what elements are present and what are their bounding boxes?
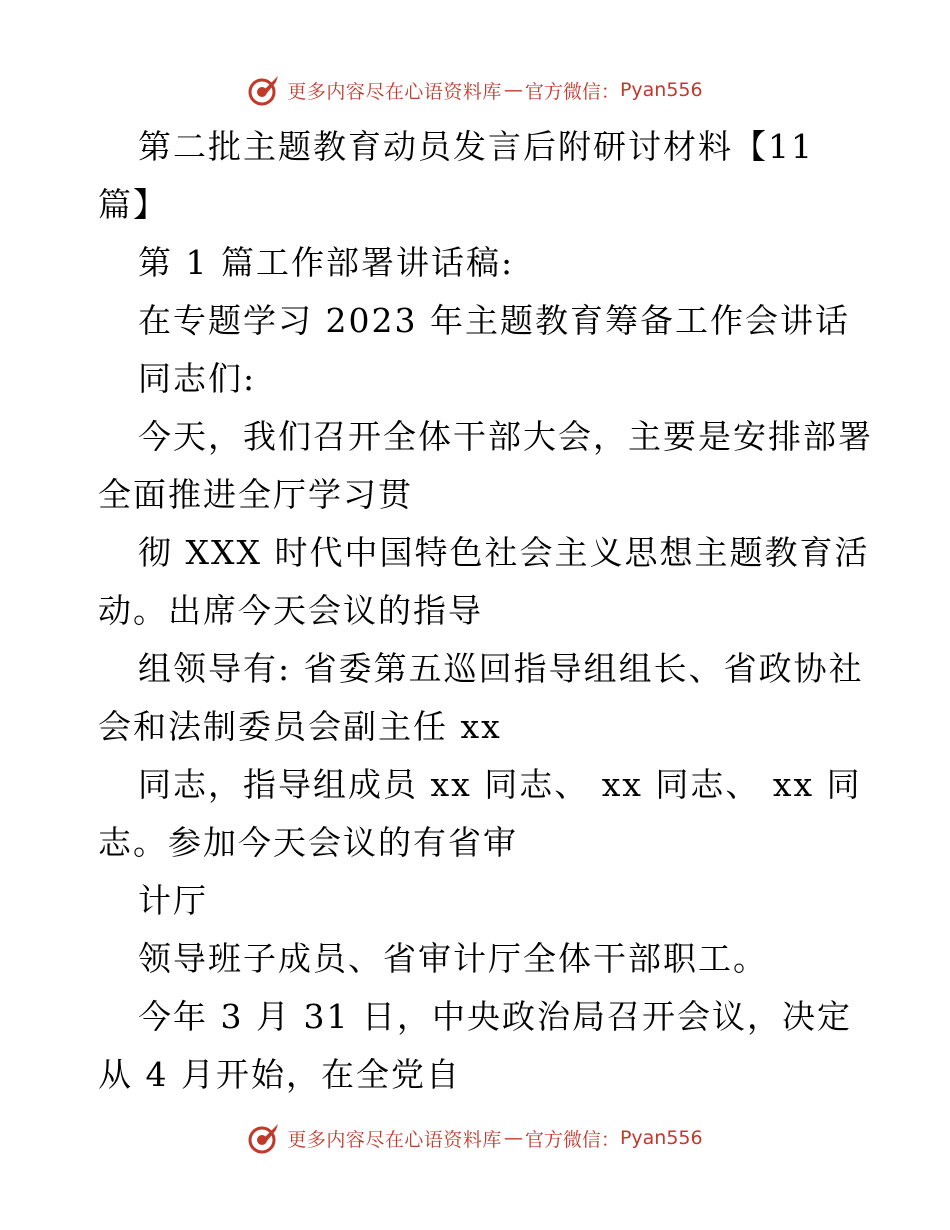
watermark-wechat-id: Pyan556 — [619, 1127, 703, 1149]
watermark-wechat-label: 官方微信： — [524, 80, 620, 103]
document-line: 会和法制委员会副主任 xx — [98, 707, 502, 746]
document-line: 彻 XXX 时代中国特色社会主义思想主题教育活 — [138, 533, 870, 572]
document-line: 动。出席今天会议的指导 — [98, 591, 483, 630]
document-line: 志。参加今天会议的有省审 — [98, 823, 518, 862]
document-line: 计厅 — [138, 881, 208, 920]
watermark-banner-top — [0, 70, 950, 110]
document-line: 全面推进全厅学习贯 — [98, 475, 413, 514]
watermark-wechat-label: 官方微信： — [524, 1128, 620, 1151]
document-body — [98, 118, 873, 1104]
document-line: 领导班子成员、省审计厅全体干部职工。 — [138, 939, 768, 978]
document-line: 第 1 篇工作部署讲话稿: — [138, 243, 515, 282]
document-line: 同志们: — [138, 359, 257, 398]
document-line: 今年 3 月 31 日，中央政治局召开会议，决定 — [138, 997, 852, 1036]
document-line: 今天，我们召开全体干部大会，主要是安排部署 — [138, 417, 873, 456]
document-line: 篇】 — [98, 185, 168, 224]
document-line: 在专题学习 2023 年主题教育筹备工作会讲话 — [138, 301, 850, 340]
document-line: 同志，指导组成员 xx 同志、 xx 同志、 xx 同 — [138, 765, 862, 804]
document-line: 组领导有: 省委第五巡回指导组组长、省政协社 — [138, 649, 864, 688]
quill-logo-icon — [247, 73, 281, 107]
watermark-wechat-id: Pyan556 — [619, 79, 703, 101]
document-line: 第二批主题教育动员发言后附研讨材料【11 — [138, 127, 814, 166]
quill-logo-icon — [247, 1121, 281, 1155]
watermark-site-text: 更多内容尽在心语资料库 — [287, 80, 502, 103]
watermark-site-text: 更多内容尽在心语资料库 — [287, 1128, 502, 1151]
document-line: 从 4 月开始，在全党自 — [98, 1055, 461, 1094]
watermark-dash: — — [503, 79, 523, 101]
watermark-dash: — — [503, 1127, 523, 1149]
watermark-banner-bottom — [0, 1118, 950, 1158]
